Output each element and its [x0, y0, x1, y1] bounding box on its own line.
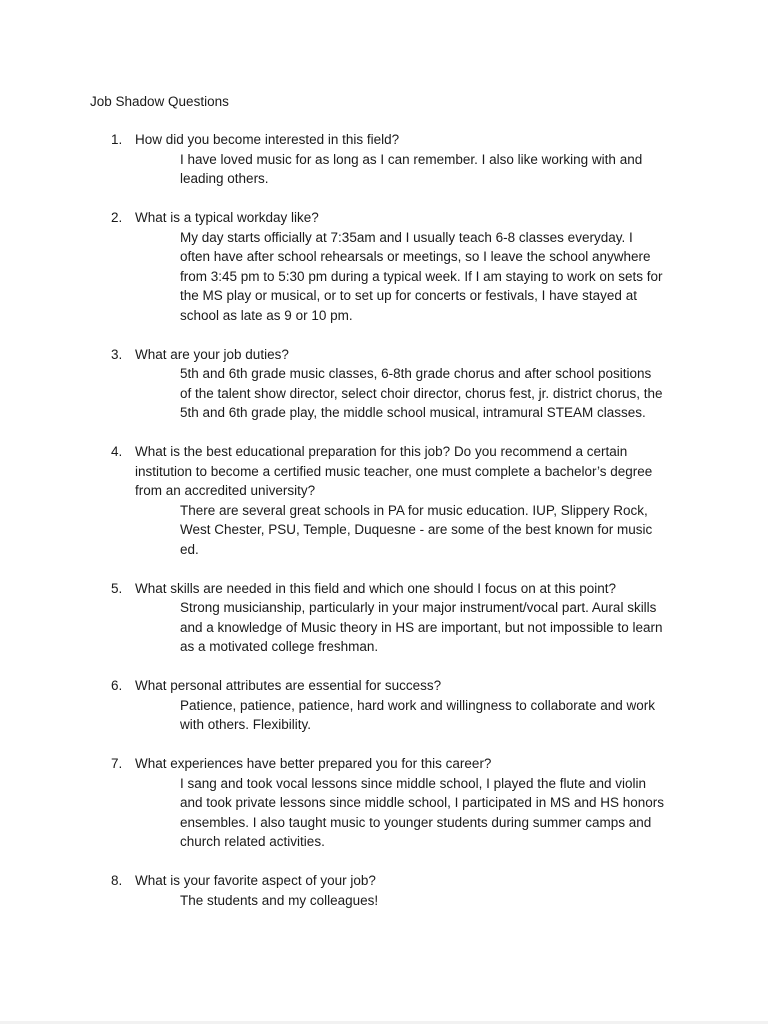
answer-text — [180, 598, 680, 657]
question-number: 8. — [111, 873, 123, 888]
question-line: What is a typical workday like? — [135, 210, 319, 225]
answer-line: of the talent show director, select choir director, chorus fest, jr. district chorus, the — [180, 385, 663, 401]
answer-line: ed. — [180, 541, 199, 557]
answer-text — [180, 501, 680, 560]
question-list — [0, 130, 768, 930]
answer-line: the MS play or musical, or to set up for concerts or festivals, I have stayed at — [180, 288, 637, 303]
question-text — [135, 442, 680, 501]
question-item — [0, 130, 768, 189]
question-line: What skills are needed in this field and which one should I focus on at this point? — [135, 580, 617, 596]
answer-text — [180, 150, 680, 189]
question-line: What is your favorite aspect of your job? — [135, 873, 376, 888]
answer-line: 5th and 6th grade play, the middle school musical, intramural STEAM classes. — [180, 405, 646, 420]
question-text — [135, 130, 680, 150]
question-item — [0, 208, 768, 325]
question-number: 2. — [111, 210, 123, 225]
answer-line: ensembles. I also taught music to younger students during summer camps and — [180, 814, 652, 830]
answer-line: and a knowledge of Music theory in HS are important, but not impossible to learn — [180, 619, 663, 635]
question-line: from an accredited university? — [135, 483, 316, 498]
question-line: What personal attributes are essential for success? — [135, 678, 442, 693]
question-item — [0, 579, 768, 657]
answer-line: My day starts officially at 7:35am and I usually teach 6-8 classes everyday. I — [180, 229, 633, 245]
question-text — [135, 208, 680, 228]
question-item — [0, 345, 768, 423]
answer-text — [180, 891, 680, 911]
answer-line: West Chester, PSU, Temple, Duquesne - are some of the best known for music — [180, 522, 653, 537]
question-text — [135, 676, 680, 696]
answer-line: with others. Flexibility. — [180, 717, 312, 732]
answer-line: as a motivated college freshman. — [180, 639, 379, 654]
question-text — [135, 871, 680, 891]
answer-text — [180, 364, 680, 423]
answer-line: from 3:45 pm to 5:30 pm during a typical week. If I am staying to work on sets for — [180, 268, 663, 284]
question-line: institution to become a certified music teacher, one must complete a bachelor’s degree — [135, 463, 653, 479]
answer-line: church related activities. — [180, 834, 325, 849]
question-number: 1. — [111, 132, 123, 147]
question-item — [0, 442, 768, 559]
answer-line: I sang and took vocal lessons since middle school, I played the flute and violin — [180, 775, 647, 791]
question-number: 3. — [111, 346, 123, 362]
question-text — [135, 579, 680, 599]
answer-text — [180, 228, 680, 326]
question-text — [135, 345, 680, 365]
question-item — [0, 871, 768, 910]
question-line: What are your job duties? — [135, 346, 289, 362]
answer-text — [180, 696, 680, 735]
answer-line: Patience, patience, patience, hard work and willingness to collaborate and work — [180, 697, 656, 713]
document-title: Job Shadow Questions — [90, 94, 229, 109]
answer-line: 5th and 6th grade music classes, 6-8th grade chorus and after school positions — [180, 366, 652, 381]
question-number: 4. — [111, 444, 123, 459]
answer-line: I have loved music for as long as I can remember. I also like working with and — [180, 151, 643, 167]
question-text — [135, 754, 680, 774]
answer-line: often have after school rehearsals or meetings, so I leave the school anywhere — [180, 249, 651, 264]
answer-line: and took private lessons since middle school, I participated in MS and HS honors — [180, 795, 665, 810]
answer-text — [180, 774, 680, 852]
question-line: What is the best educational preparation for this job? Do you recommend a certain — [135, 444, 628, 459]
answer-line: Strong musicianship, particularly in your major instrument/vocal part. Aural skills — [180, 600, 657, 615]
answer-line: leading others. — [180, 171, 269, 186]
question-item — [0, 676, 768, 735]
answer-line: The students and my colleagues! — [180, 892, 379, 908]
answer-line: There are several great schools in PA for music education. IUP, Slippery Rock, — [180, 502, 648, 518]
question-item — [0, 754, 768, 852]
question-number: 7. — [111, 756, 123, 771]
question-number: 5. — [111, 580, 123, 596]
answer-line: school as late as 9 or 10 pm. — [180, 307, 353, 323]
question-number: 6. — [111, 678, 123, 693]
question-line: How did you become interested in this field? — [135, 132, 400, 147]
question-line: What experiences have better prepared you for this career? — [135, 756, 492, 771]
